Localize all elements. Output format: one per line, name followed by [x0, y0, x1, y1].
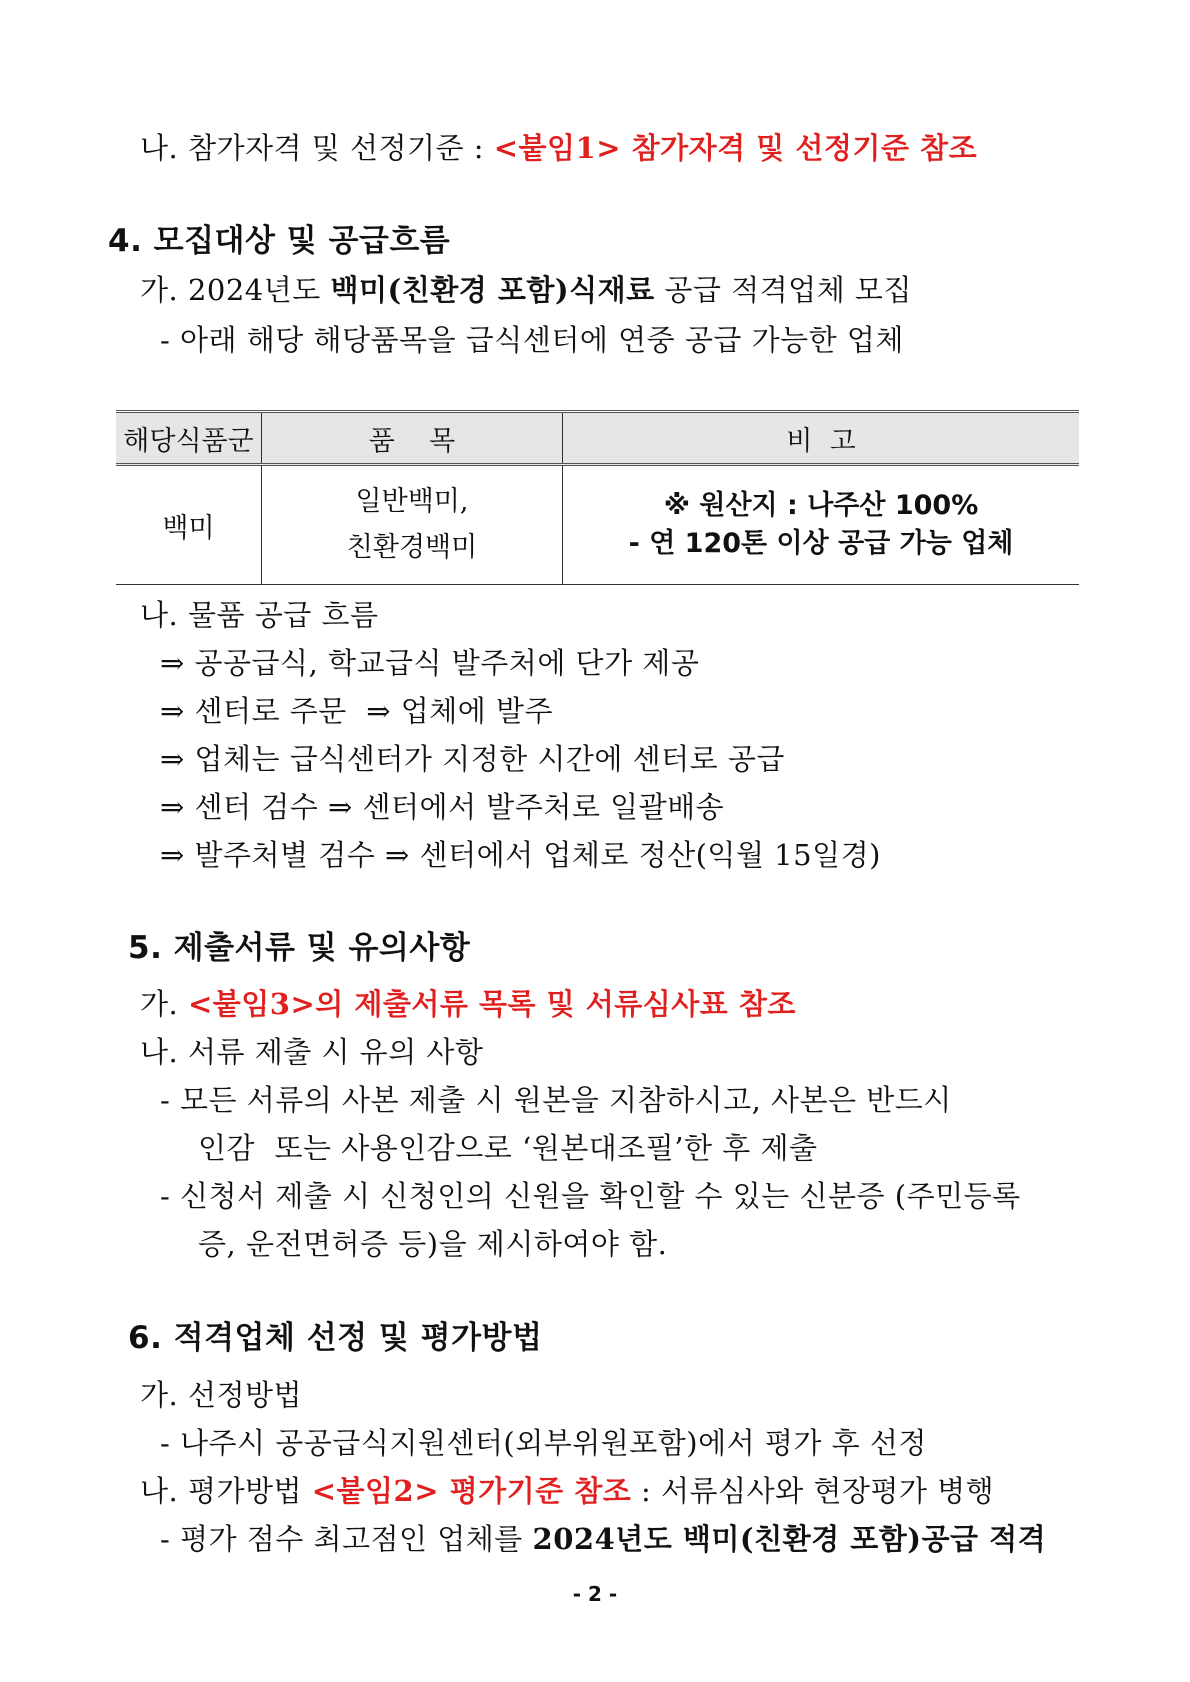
cell-items — [262, 465, 563, 585]
section-6-item-ga: 가. 선정방법 — [140, 1378, 303, 1412]
attachment3-reference: <붙임3>의 제출서류 목록 및 서류심사표 참조 — [187, 987, 796, 1021]
section-4-dash: - 아래 해당 해당품목을 급식센터에 연중 공급 가능한 업체 — [160, 323, 904, 357]
notice-bullet: - 신청서 제출 시 신청인의 신원을 확인할 수 있는 신분증 (주민등록 — [160, 1179, 1021, 1213]
item-regular-rice: 일반백미, — [355, 486, 469, 517]
header-item: 품 목 — [262, 412, 563, 465]
table-header-row — [116, 412, 1079, 465]
cell-remarks — [563, 465, 1080, 585]
section-6-title: 6. 적격업체 선정 및 평가방법 — [128, 1320, 543, 1356]
section-4-title: 4. 모집대상 및 공급흐름 — [108, 223, 451, 259]
section-5-item-na: 나. 서류 제출 시 유의 사항 — [140, 1035, 484, 1069]
remark-origin: ※ 원산지 : 나주산 100% — [663, 490, 979, 521]
items-table — [116, 410, 1079, 585]
cell-food-group: 백미 — [116, 465, 262, 585]
selection-method: - 나주시 공공급식지원센터(외부위원포함)에서 평가 후 선정 — [160, 1426, 927, 1460]
item-eco-rice: 친환경백미 — [346, 532, 478, 563]
attachment2-reference: <붙임2> 평가기준 참조 — [311, 1474, 632, 1508]
flow-step: ⇒ 센터로 주문 ⇒ 업체에 발주 — [160, 694, 554, 728]
evaluation-note: - 평가 점수 최고점인 업체를 2024년도 백미(친환경 포함)공급 적격 — [160, 1522, 1047, 1556]
flow-step: ⇒ 발주처별 검수 ⇒ 센터에서 업체로 정산(익월 15일경) — [160, 838, 881, 872]
attachment1-reference: <붙임1> 참가자격 및 선정기준 참조 — [493, 131, 978, 165]
table-row — [116, 465, 1079, 585]
section-5-title: 5. 제출서류 및 유의사항 — [128, 930, 471, 966]
notice-bullet-cont: 인감 또는 사용인감으로 ‘원본대조필’한 후 제출 — [198, 1131, 818, 1165]
remark-supply: - 연 120톤 이상 공급 가능 업체 — [628, 528, 1014, 559]
criteria-line: 나. 참가자격 및 선정기준 : <붙임1> 참가자격 및 선정기준 참조 — [140, 131, 978, 165]
section-5-item-ga: 가. <붙임3>의 제출서류 목록 및 서류심사표 참조 — [140, 987, 796, 1021]
flow-step: ⇒ 업체는 급식센터가 지정한 시간에 센터로 공급 — [160, 742, 785, 776]
notice-bullet-cont: 증, 운전면허증 등)을 제시하여야 함. — [198, 1227, 668, 1261]
section-6-item-na: 나. 평가방법 <붙임2> 평가기준 참조 : 서류심사와 현장평가 병행 — [140, 1474, 995, 1508]
page-number: - 2 - — [572, 1582, 618, 1606]
flow-step: ⇒ 센터 검수 ⇒ 센터에서 발주처로 일괄배송 — [160, 790, 725, 824]
section-4-item-ga: 가. 2024년도 백미(친환경 포함)식재료 공급 적격업체 모집 — [140, 273, 912, 307]
header-remarks: 비 고 — [563, 412, 1080, 465]
header-food-group: 해당식품군 — [116, 412, 262, 465]
notice-bullet: - 모든 서류의 사본 제출 시 원본을 지참하시고, 사본은 반드시 — [160, 1083, 952, 1117]
section-4-item-na: 나. 물품 공급 흐름 — [140, 598, 379, 632]
flow-step: ⇒ 공공급식, 학교급식 발주처에 단가 제공 — [160, 646, 700, 680]
